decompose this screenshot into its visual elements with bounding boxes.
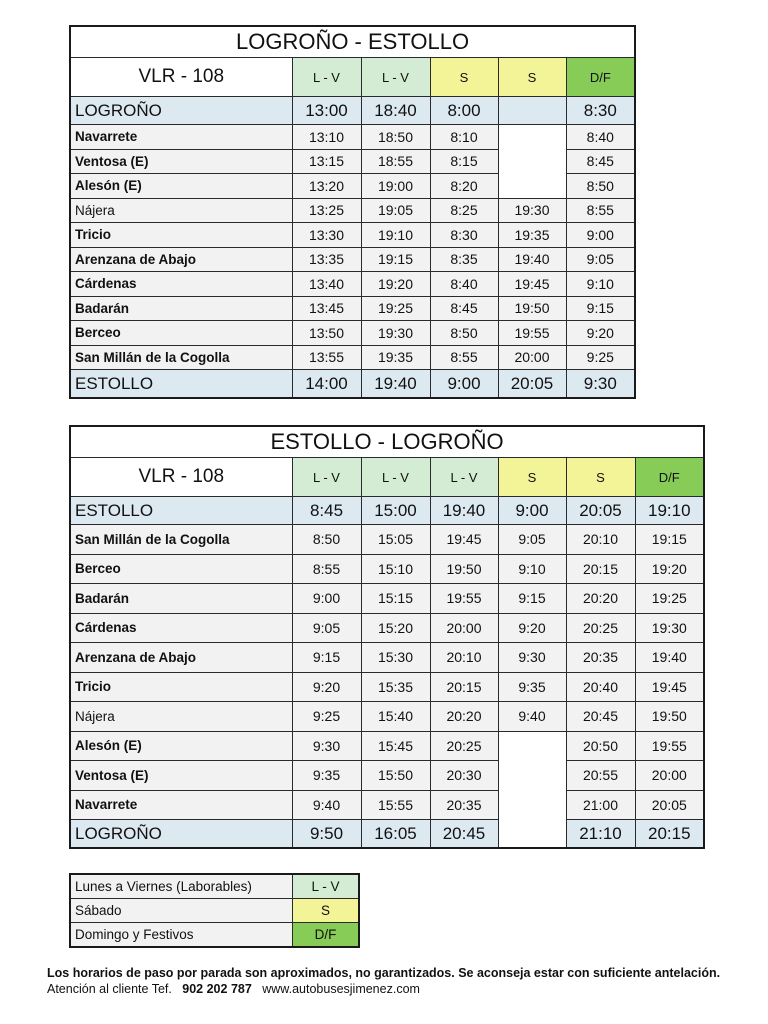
time-cell: 8:10 bbox=[430, 125, 498, 150]
time-cell: 9:40 bbox=[498, 702, 566, 732]
time-cell: 9:30 bbox=[566, 370, 635, 399]
time-cell: 13:10 bbox=[292, 125, 361, 150]
time-cell: 20:10 bbox=[566, 525, 635, 555]
time-cell: 18:50 bbox=[361, 125, 430, 150]
time-cell: 20:55 bbox=[566, 761, 635, 791]
time-cell: 9:50 bbox=[292, 820, 361, 849]
stop-name: LOGROÑO bbox=[70, 820, 292, 849]
time-cell: 8:15 bbox=[430, 149, 498, 174]
time-cell: 20:15 bbox=[635, 820, 704, 849]
time-cell: 13:35 bbox=[292, 247, 361, 272]
time-cell: 9:00 bbox=[566, 223, 635, 248]
time-cell: 19:30 bbox=[635, 613, 704, 643]
time-cell: 19:15 bbox=[361, 247, 430, 272]
time-cell: 20:20 bbox=[430, 702, 498, 732]
table-title: ESTOLLO - LOGROÑO bbox=[70, 426, 704, 458]
service-header: L - V bbox=[361, 458, 430, 497]
time-cell: 19:40 bbox=[430, 497, 498, 525]
table-row bbox=[70, 672, 704, 702]
time-cell: 20:50 bbox=[566, 731, 635, 761]
table-row bbox=[70, 345, 635, 370]
stop-name: Ventosa (E) bbox=[70, 761, 292, 791]
time-cell: 19:50 bbox=[498, 296, 566, 321]
time-cell: 8:50 bbox=[430, 321, 498, 346]
stop-name: Navarrete bbox=[70, 790, 292, 820]
legend-row bbox=[70, 899, 359, 923]
stop-name: San Millán de la Cogolla bbox=[70, 345, 292, 370]
time-cell: 20:25 bbox=[566, 613, 635, 643]
time-cell: 20:05 bbox=[498, 370, 566, 399]
table-row bbox=[70, 643, 704, 673]
time-cell: 19:35 bbox=[361, 345, 430, 370]
stop-name: LOGROÑO bbox=[70, 97, 292, 125]
time-cell: 8:50 bbox=[292, 525, 361, 555]
time-cell: 14:00 bbox=[292, 370, 361, 399]
time-cell: 9:20 bbox=[292, 672, 361, 702]
origin-row bbox=[70, 97, 635, 125]
table-row bbox=[70, 554, 704, 584]
time-cell: 19:50 bbox=[430, 554, 498, 584]
route-code: VLR - 108 bbox=[70, 58, 292, 97]
phone-number: 902 202 787 bbox=[182, 982, 252, 996]
time-cell: 8:00 bbox=[430, 97, 498, 125]
time-cell: 19:30 bbox=[498, 198, 566, 223]
time-cell: 9:05 bbox=[292, 613, 361, 643]
legend-label: Sábado bbox=[70, 899, 293, 923]
timetable-estollo-logrono bbox=[69, 425, 705, 849]
time-cell: 15:40 bbox=[361, 702, 430, 732]
stop-name: Badarán bbox=[70, 296, 292, 321]
time-cell: 13:20 bbox=[292, 174, 361, 199]
time-cell: 20:10 bbox=[430, 643, 498, 673]
stop-name: Berceo bbox=[70, 321, 292, 346]
time-cell: 15:45 bbox=[361, 731, 430, 761]
stop-name: Arenzana de Abajo bbox=[70, 247, 292, 272]
stop-name: Ventosa (E) bbox=[70, 149, 292, 174]
time-cell: 13:30 bbox=[292, 223, 361, 248]
stop-name: Alesón (E) bbox=[70, 731, 292, 761]
table-row bbox=[70, 198, 635, 223]
time-cell: 15:20 bbox=[361, 613, 430, 643]
time-cell: 13:00 bbox=[292, 97, 361, 125]
time-cell: 9:10 bbox=[566, 272, 635, 297]
time-cell: 13:40 bbox=[292, 272, 361, 297]
service-header: D/F bbox=[635, 458, 704, 497]
time-cell: 8:40 bbox=[430, 272, 498, 297]
time-cell: 20:35 bbox=[566, 643, 635, 673]
stop-name: Tricio bbox=[70, 672, 292, 702]
service-header: L - V bbox=[430, 458, 498, 497]
no-service-cell bbox=[498, 731, 566, 848]
time-cell: 19:45 bbox=[430, 525, 498, 555]
time-cell: 18:55 bbox=[361, 149, 430, 174]
stop-name: Nájera bbox=[70, 702, 292, 732]
table-row bbox=[70, 525, 704, 555]
time-cell: 16:05 bbox=[361, 820, 430, 849]
time-cell: 19:40 bbox=[635, 643, 704, 673]
time-cell: 20:15 bbox=[566, 554, 635, 584]
route-code: VLR - 108 bbox=[70, 458, 292, 497]
legend-label: Lunes a Viernes (Laborables) bbox=[70, 874, 293, 899]
service-header: S bbox=[430, 58, 498, 97]
table-row bbox=[70, 584, 704, 614]
time-cell: 19:50 bbox=[635, 702, 704, 732]
time-cell: 13:50 bbox=[292, 321, 361, 346]
service-header: L - V bbox=[292, 458, 361, 497]
time-cell: 9:20 bbox=[566, 321, 635, 346]
service-header: S bbox=[566, 458, 635, 497]
time-cell: 19:55 bbox=[498, 321, 566, 346]
contact-line bbox=[47, 982, 420, 996]
time-cell: 15:10 bbox=[361, 554, 430, 584]
stop-name: Navarrete bbox=[70, 125, 292, 150]
time-cell: 8:55 bbox=[430, 345, 498, 370]
legend-label: Domingo y Festivos bbox=[70, 923, 293, 948]
time-cell: 15:05 bbox=[361, 525, 430, 555]
time-cell: 13:55 bbox=[292, 345, 361, 370]
time-cell: 19:45 bbox=[498, 272, 566, 297]
time-cell: 15:50 bbox=[361, 761, 430, 791]
time-cell: 8:40 bbox=[566, 125, 635, 150]
time-cell: 9:10 bbox=[498, 554, 566, 584]
time-cell: 9:35 bbox=[498, 672, 566, 702]
time-cell: 13:25 bbox=[292, 198, 361, 223]
legend-row bbox=[70, 923, 359, 948]
time-cell: 21:10 bbox=[566, 820, 635, 849]
time-cell: 20:35 bbox=[430, 790, 498, 820]
time-cell: 19:30 bbox=[361, 321, 430, 346]
time-cell: 13:45 bbox=[292, 296, 361, 321]
stop-name: Alesón (E) bbox=[70, 174, 292, 199]
time-cell: 20:25 bbox=[430, 731, 498, 761]
time-cell: 9:15 bbox=[566, 296, 635, 321]
time-cell: 18:40 bbox=[361, 97, 430, 125]
time-cell: 20:00 bbox=[635, 761, 704, 791]
service-header: S bbox=[498, 58, 566, 97]
time-cell: 20:00 bbox=[430, 613, 498, 643]
stop-name: ESTOLLO bbox=[70, 497, 292, 525]
time-cell: 20:45 bbox=[566, 702, 635, 732]
timetable-logrono-estollo bbox=[69, 25, 636, 399]
stop-name: Berceo bbox=[70, 554, 292, 584]
website-link[interactable]: www.autobusesjimenez.com bbox=[262, 982, 420, 996]
time-cell: 8:35 bbox=[430, 247, 498, 272]
service-legend bbox=[69, 873, 360, 948]
time-cell: 9:30 bbox=[292, 731, 361, 761]
time-cell: 8:55 bbox=[566, 198, 635, 223]
time-cell: 9:30 bbox=[498, 643, 566, 673]
table-row bbox=[70, 321, 635, 346]
stop-name: Nájera bbox=[70, 198, 292, 223]
time-cell: 20:45 bbox=[430, 820, 498, 849]
disclaimer-text: Los horarios de paso por parada son aproximados, no garantizados. Se aconseja estar con suficiente antelación. bbox=[47, 966, 721, 980]
stop-name: ESTOLLO bbox=[70, 370, 292, 399]
time-cell: 20:20 bbox=[566, 584, 635, 614]
time-cell: 20:15 bbox=[430, 672, 498, 702]
time-cell bbox=[498, 97, 566, 125]
time-cell: 9:35 bbox=[292, 761, 361, 791]
time-cell: 8:30 bbox=[430, 223, 498, 248]
service-header: L - V bbox=[361, 58, 430, 97]
time-cell: 9:05 bbox=[498, 525, 566, 555]
table-row bbox=[70, 790, 704, 820]
time-cell: 9:15 bbox=[498, 584, 566, 614]
time-cell: 19:15 bbox=[635, 525, 704, 555]
legend-code: D/F bbox=[293, 923, 359, 948]
table-title: LOGROÑO - ESTOLLO bbox=[70, 26, 635, 58]
time-cell: 9:00 bbox=[498, 497, 566, 525]
time-cell: 15:55 bbox=[361, 790, 430, 820]
service-header: L - V bbox=[292, 58, 361, 97]
time-cell: 20:05 bbox=[566, 497, 635, 525]
origin-row bbox=[70, 497, 704, 525]
table-row bbox=[70, 613, 704, 643]
time-cell: 8:45 bbox=[566, 149, 635, 174]
time-cell: 9:00 bbox=[292, 584, 361, 614]
time-cell: 9:20 bbox=[498, 613, 566, 643]
time-cell: 19:35 bbox=[498, 223, 566, 248]
time-cell: 19:20 bbox=[361, 272, 430, 297]
time-cell: 19:00 bbox=[361, 174, 430, 199]
legend-code: L - V bbox=[293, 874, 359, 899]
time-cell: 19:55 bbox=[430, 584, 498, 614]
stop-name: San Millán de la Cogolla bbox=[70, 525, 292, 555]
no-service-cell bbox=[498, 125, 566, 199]
time-cell: 20:00 bbox=[498, 345, 566, 370]
legend-code: S bbox=[293, 899, 359, 923]
time-cell: 9:05 bbox=[566, 247, 635, 272]
table-row bbox=[70, 272, 635, 297]
time-cell: 15:00 bbox=[361, 497, 430, 525]
time-cell: 9:25 bbox=[292, 702, 361, 732]
time-cell: 9:25 bbox=[566, 345, 635, 370]
table-row bbox=[70, 247, 635, 272]
time-cell: 15:30 bbox=[361, 643, 430, 673]
time-cell: 19:45 bbox=[635, 672, 704, 702]
stop-name: Cárdenas bbox=[70, 272, 292, 297]
time-cell: 19:05 bbox=[361, 198, 430, 223]
stop-name: Arenzana de Abajo bbox=[70, 643, 292, 673]
time-cell: 8:50 bbox=[566, 174, 635, 199]
time-cell: 9:00 bbox=[430, 370, 498, 399]
service-header: S bbox=[498, 458, 566, 497]
destination-row bbox=[70, 820, 704, 849]
time-cell: 8:30 bbox=[566, 97, 635, 125]
time-cell: 8:55 bbox=[292, 554, 361, 584]
time-cell: 8:45 bbox=[430, 296, 498, 321]
time-cell: 19:40 bbox=[498, 247, 566, 272]
service-header: D/F bbox=[566, 58, 635, 97]
time-cell: 9:40 bbox=[292, 790, 361, 820]
stop-name: Cárdenas bbox=[70, 613, 292, 643]
time-cell: 8:45 bbox=[292, 497, 361, 525]
table-row bbox=[70, 223, 635, 248]
time-cell: 21:00 bbox=[566, 790, 635, 820]
time-cell: 19:10 bbox=[361, 223, 430, 248]
time-cell: 19:20 bbox=[635, 554, 704, 584]
legend-row bbox=[70, 874, 359, 899]
contact-label: Atención al cliente Tef. bbox=[47, 982, 172, 996]
time-cell: 19:25 bbox=[635, 584, 704, 614]
time-cell: 20:30 bbox=[430, 761, 498, 791]
time-cell: 20:40 bbox=[566, 672, 635, 702]
time-cell: 20:05 bbox=[635, 790, 704, 820]
table-row bbox=[70, 125, 635, 150]
time-cell: 19:25 bbox=[361, 296, 430, 321]
time-cell: 13:15 bbox=[292, 149, 361, 174]
table-row bbox=[70, 296, 635, 321]
table-row bbox=[70, 731, 704, 761]
stop-name: Badarán bbox=[70, 584, 292, 614]
destination-row bbox=[70, 370, 635, 399]
time-cell: 8:20 bbox=[430, 174, 498, 199]
time-cell: 19:40 bbox=[361, 370, 430, 399]
time-cell: 15:15 bbox=[361, 584, 430, 614]
time-cell: 9:15 bbox=[292, 643, 361, 673]
time-cell: 8:25 bbox=[430, 198, 498, 223]
table-row bbox=[70, 702, 704, 732]
stop-name: Tricio bbox=[70, 223, 292, 248]
time-cell: 15:35 bbox=[361, 672, 430, 702]
time-cell: 19:10 bbox=[635, 497, 704, 525]
table-row bbox=[70, 761, 704, 791]
time-cell: 19:55 bbox=[635, 731, 704, 761]
